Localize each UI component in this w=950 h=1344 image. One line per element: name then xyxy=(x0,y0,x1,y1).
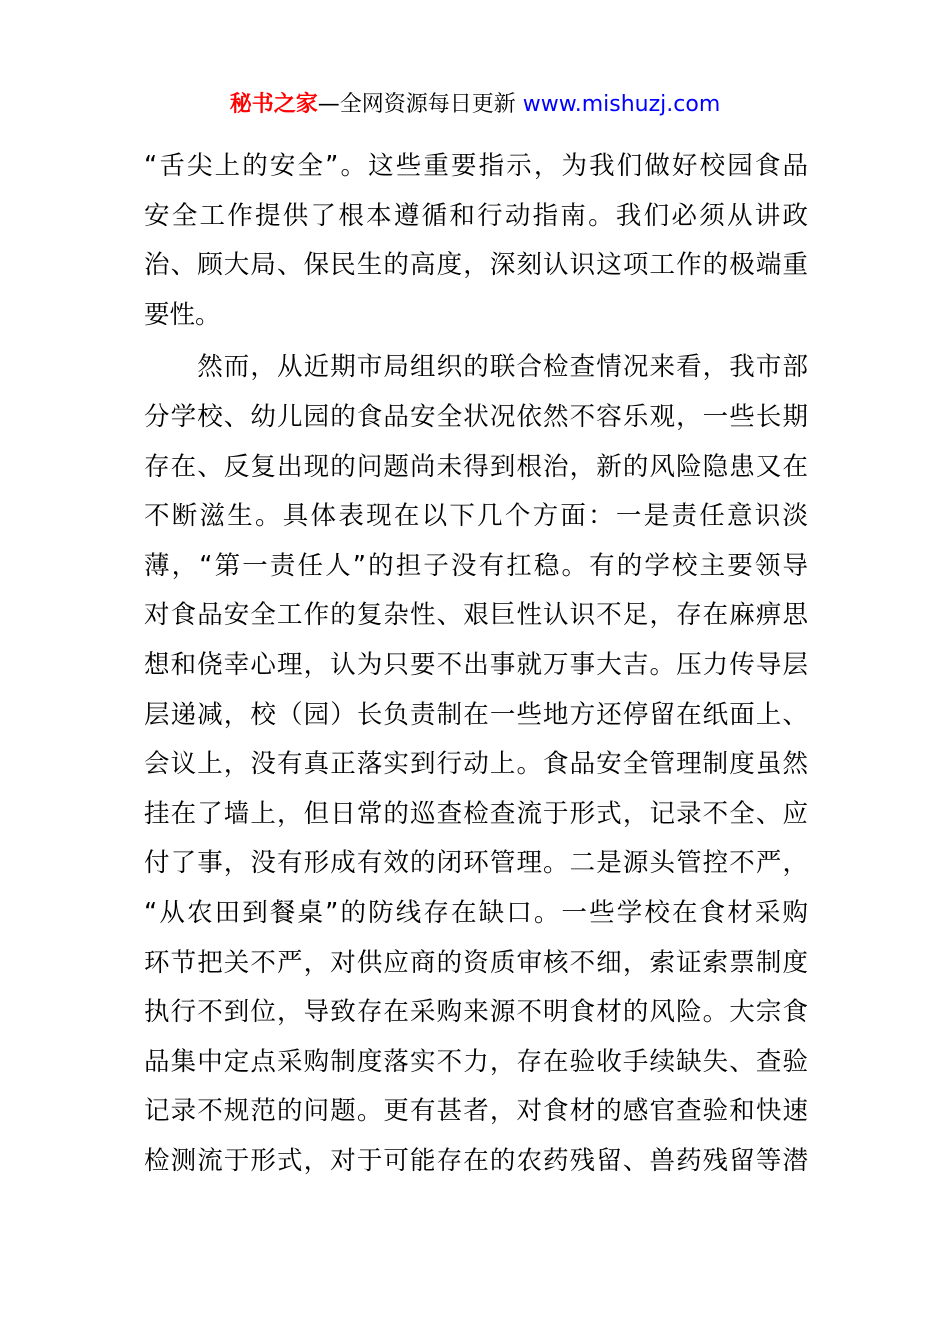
text-line: 会议上，没有真正落实到行动上。食品安全管理制度虽然 xyxy=(144,749,808,780)
header-url-link[interactable]: www.mishuzj.com xyxy=(522,92,721,117)
text-line: 要性。 xyxy=(144,299,221,330)
text-line: 不断滋生。具体表现在以下几个方面：一是责任意识淡 xyxy=(144,501,808,532)
text-line: 想和侥幸心理，认为只要不出事就万事大吉。压力传导层 xyxy=(144,649,808,680)
text-line: “从农田到餐桌”的防线存在缺口。一些学校在食材采购 xyxy=(144,897,808,928)
text-line: 分学校、幼儿园的食品安全状况依然不容乐观，一些长期 xyxy=(144,401,808,432)
text-line: 层递减，校（园）长负责制在一些地方还停留在纸面上、 xyxy=(144,699,808,730)
text-line: 治、顾大局、保民生的高度，深刻认识这项工作的极端重 xyxy=(144,250,808,281)
text-line: 记录不规范的问题。更有甚者，对食材的感官查验和快速 xyxy=(144,1096,808,1127)
text-line: 环节把关不严，对供应商的资质审核不细，索证索票制度 xyxy=(144,947,808,978)
text-line: 付了事，没有形成有效的闭环管理。二是源头管控不严， xyxy=(144,848,808,879)
header-tagline: —全网资源每日更新 xyxy=(317,92,523,117)
page-header xyxy=(0,88,950,122)
text-line: “舌尖上的安全”。这些重要指示，为我们做好校园食品 xyxy=(144,151,808,181)
text-line: 品集中定点采购制度落实不力，存在验收手续缺失、查验 xyxy=(144,1046,808,1077)
document-body xyxy=(144,142,808,1186)
text-line: 执行不到位，导致存在采购来源不明食材的风险。大宗食 xyxy=(144,997,808,1028)
brand-name: 秘书之家 xyxy=(229,92,318,117)
paragraph-1 xyxy=(144,142,808,340)
text-line: 存在、反复出现的问题尚未得到根治，新的风险隐患又在 xyxy=(144,451,808,482)
text-line: 对食品安全工作的复杂性、艰巨性认识不足，存在麻痹思 xyxy=(144,600,808,631)
text-line: 薄，“第一责任人”的担子没有扛稳。有的学校主要领导 xyxy=(144,550,808,581)
paragraph-2 xyxy=(144,343,808,1186)
text-line: 挂在了墙上，但日常的巡查检查流于形式，记录不全、应 xyxy=(144,798,808,829)
text-line: 安全工作提供了根本遵循和行动指南。我们必须从讲政 xyxy=(144,200,808,231)
text-line: 检测流于形式，对于可能存在的农药残留、兽药残留等潜 xyxy=(144,1145,808,1176)
text-line: 然而，从近期市局组织的联合检查情况来看，我市部 xyxy=(144,352,808,383)
